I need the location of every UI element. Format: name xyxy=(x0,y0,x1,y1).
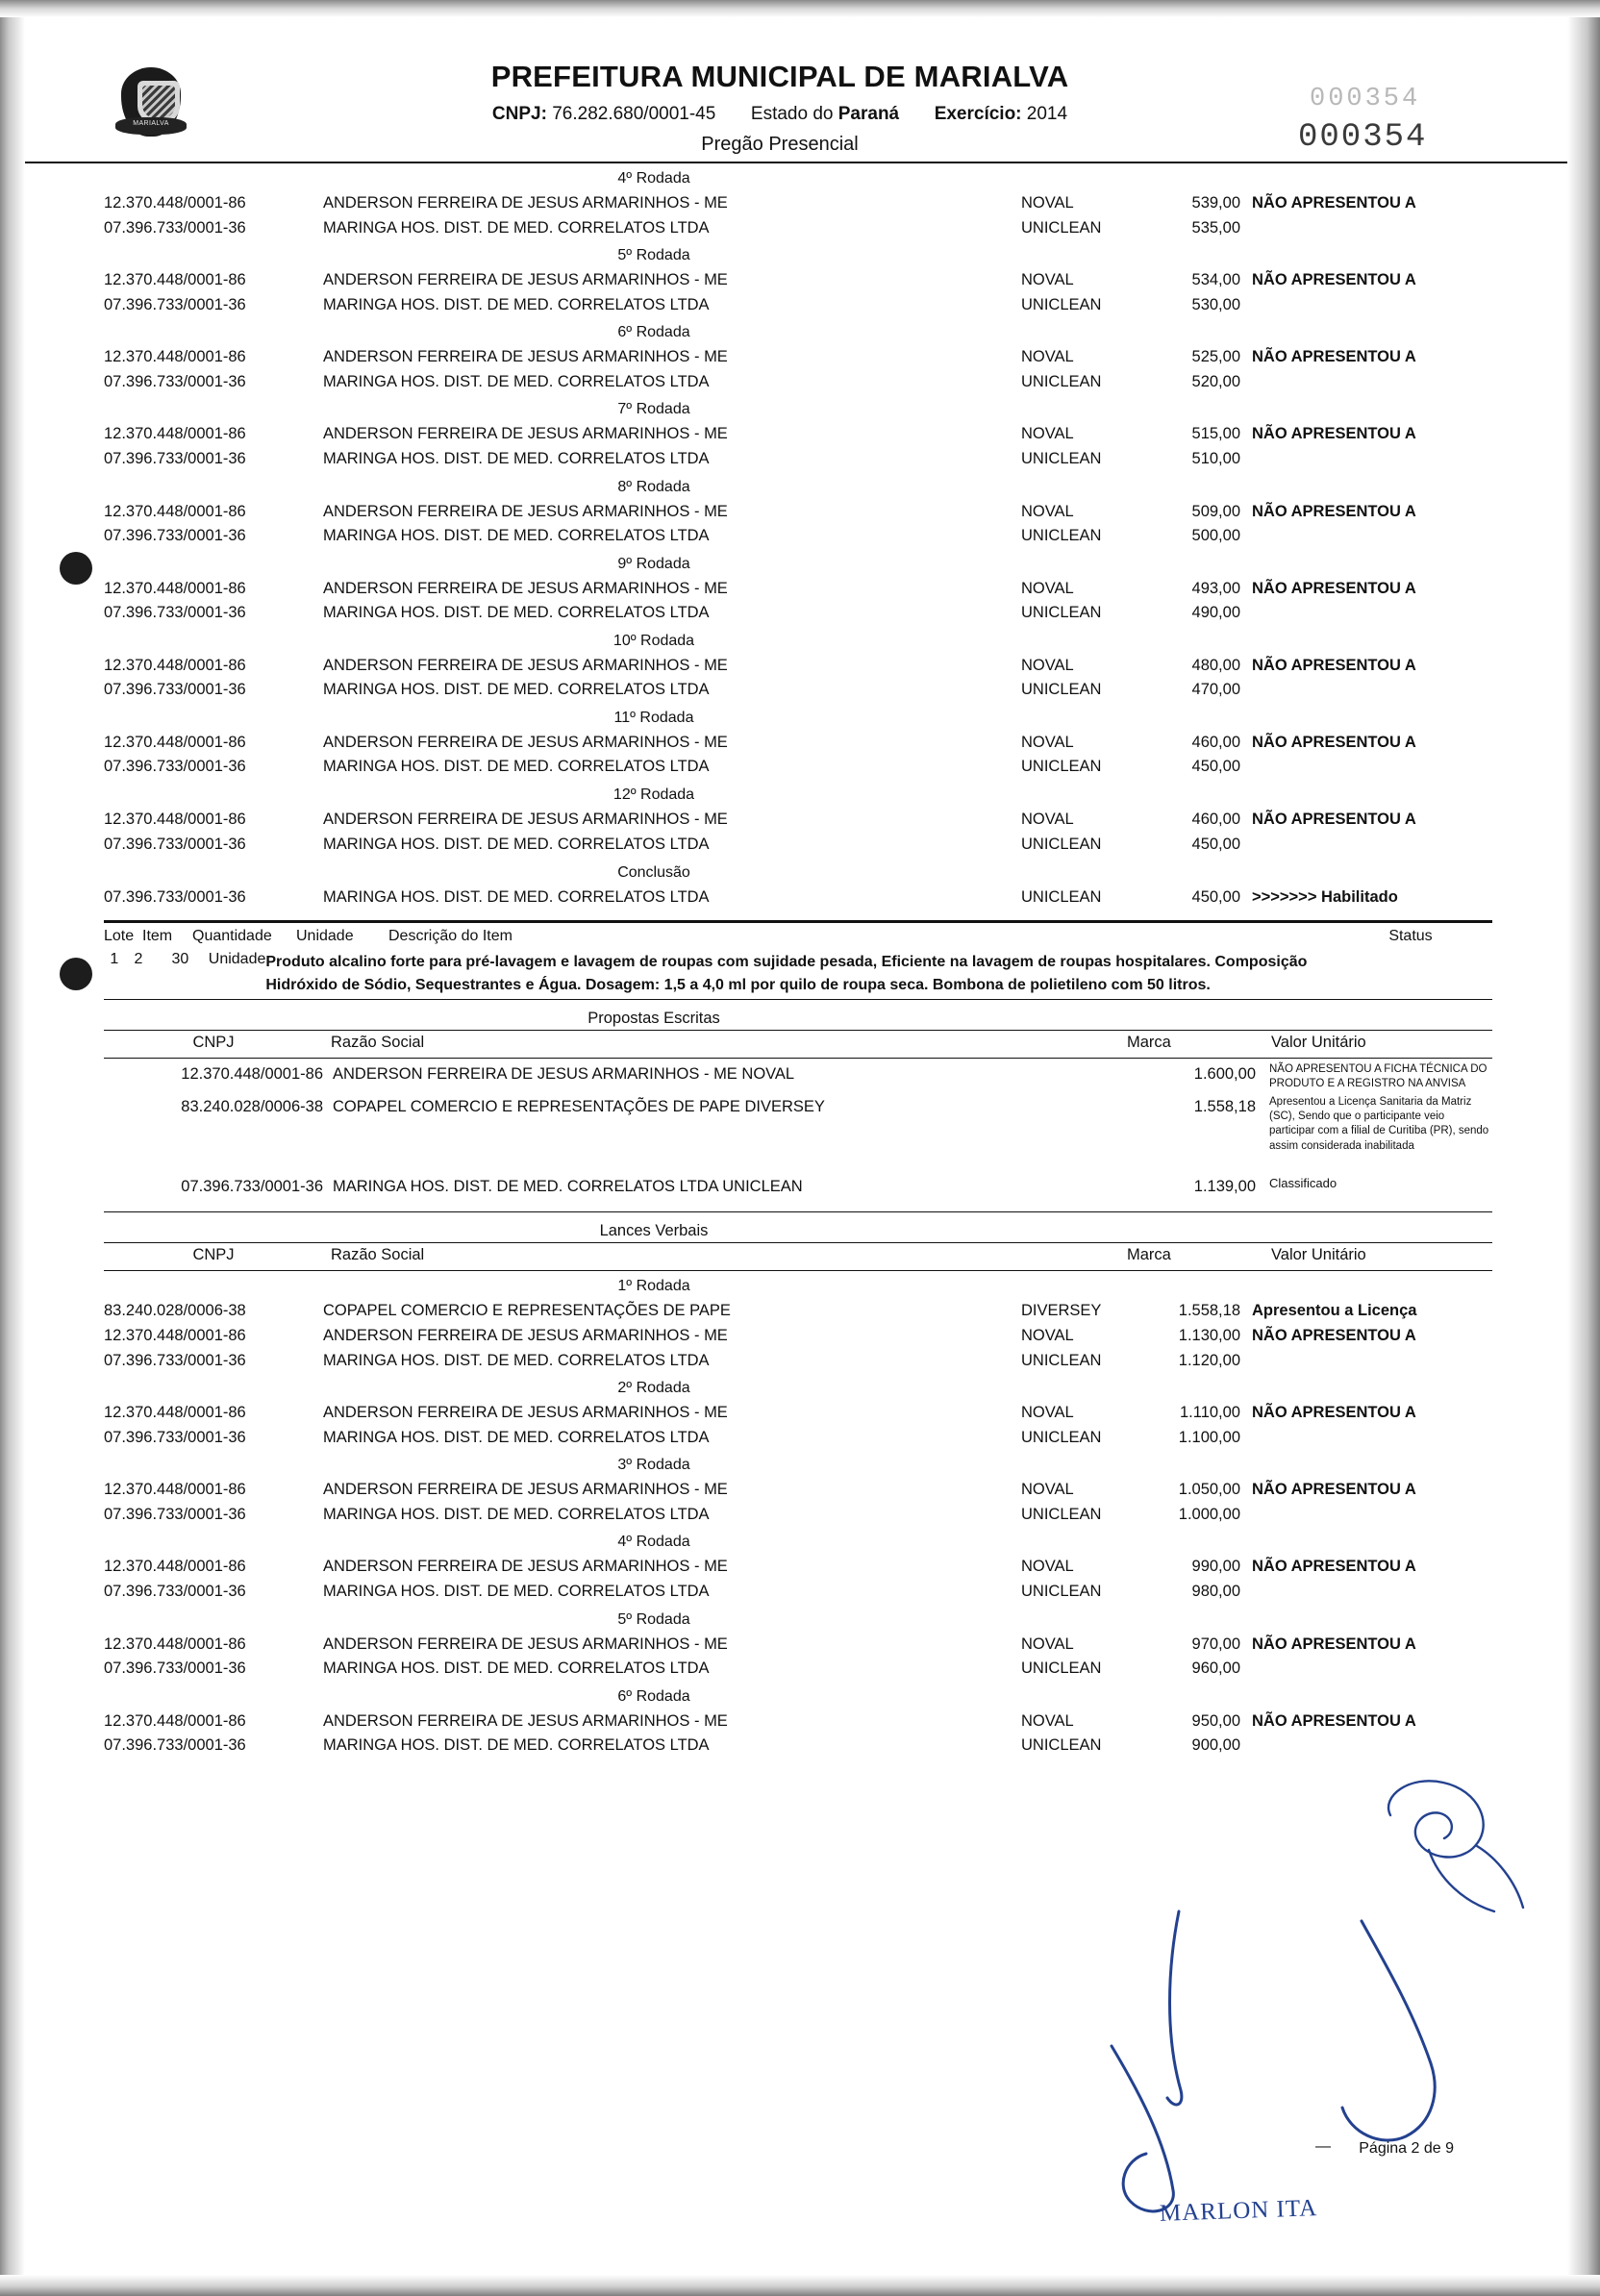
column-header-quantidade: Quantidade xyxy=(192,927,272,944)
bid-brand: UNICLEAN xyxy=(1021,681,1102,699)
bid-name: ANDERSON FERREIRA DE JESUS ARMARINHOS - ME xyxy=(323,656,728,674)
bid-row xyxy=(104,1710,1492,1734)
bid-name: ANDERSON FERREIRA DE JESUS ARMARINHOS - ME xyxy=(323,348,728,366)
bid-value: 500,00 xyxy=(1191,527,1240,545)
footer-page-number: Página 2 de 9 xyxy=(1359,2140,1454,2157)
stamp-ghost-number: 000354 xyxy=(1310,85,1421,113)
bid-status: Apresentou a Licença xyxy=(1252,1302,1417,1320)
bid-cnpj: 07.396.733/0001-36 xyxy=(104,218,246,237)
bid-cnpj: 07.396.733/0001-36 xyxy=(104,527,246,545)
column-header-descricao: Descrição do Item xyxy=(388,927,512,944)
bid-name: MARINGA HOS. DIST. DE MED. CORRELATOS LTDA xyxy=(323,604,710,622)
bid-name: ANDERSON FERREIRA DE JESUS ARMARINHOS - ME xyxy=(323,1711,728,1730)
lances-section xyxy=(25,1222,1567,1240)
bid-value: 534,00 xyxy=(1191,271,1240,289)
bid-value: 450,00 xyxy=(1191,888,1240,907)
municipal-crest-icon xyxy=(113,63,188,142)
bid-status: NÃO APRESENTOU A xyxy=(1252,1327,1416,1345)
bid-brand: NOVAL xyxy=(1021,579,1074,597)
bid-row xyxy=(104,1349,1492,1374)
bid-cnpj: 07.396.733/0001-36 xyxy=(104,1351,246,1369)
proposta-value: 1.600,00 xyxy=(1193,1064,1256,1083)
footer-dash: — xyxy=(1315,2138,1331,2155)
bid-brand: UNICLEAN xyxy=(1021,758,1102,776)
bid-name: ANDERSON FERREIRA DE JESUS ARMARINHOS - ME xyxy=(323,425,728,443)
bid-value: 535,00 xyxy=(1191,218,1240,237)
bid-row xyxy=(104,1734,1492,1759)
bid-value: 1.100,00 xyxy=(1178,1428,1240,1446)
bid-name: MARINGA HOS. DIST. DE MED. CORRELATOS LTDA xyxy=(323,295,710,313)
bid-cnpj: 07.396.733/0001-36 xyxy=(104,1582,246,1600)
bid-row xyxy=(104,1299,1492,1324)
bid-brand: UNICLEAN xyxy=(1021,449,1102,467)
bid-brand: DIVERSEY xyxy=(1021,1302,1102,1320)
conclusao-label: Conclusão xyxy=(617,864,690,882)
bid-status: NÃO APRESENTOU A xyxy=(1252,1404,1416,1422)
round-label: 7º Rodada xyxy=(617,401,690,418)
bid-name: ANDERSON FERREIRA DE JESUS ARMARINHOS - ME xyxy=(323,579,728,597)
bid-name: MARINGA HOS. DIST. DE MED. CORRELATOS LTDA xyxy=(323,218,710,237)
bid-cnpj: 12.370.448/0001-86 xyxy=(104,425,246,443)
bid-cnpj: 07.396.733/0001-36 xyxy=(104,449,246,467)
bid-value: 950,00 xyxy=(1191,1711,1240,1730)
cnpj-value: 76.282.680/0001-45 xyxy=(552,104,716,124)
stamp-number: 000354 xyxy=(1298,119,1428,156)
column-header-lote: Lote xyxy=(104,927,135,944)
bid-brand: UNICLEAN xyxy=(1021,1582,1102,1600)
proposta-note: Classificado xyxy=(1269,1175,1338,1190)
propostas-table-header xyxy=(104,1031,1492,1056)
bid-cnpj: 12.370.448/0001-86 xyxy=(104,733,246,751)
bid-value: 515,00 xyxy=(1191,425,1240,443)
bid-cnpj: 12.370.448/0001-86 xyxy=(104,1635,246,1653)
bid-row xyxy=(104,678,1492,703)
column-header-status: Status xyxy=(1388,927,1433,944)
propostas-title: Propostas Escritas xyxy=(588,1009,720,1027)
table-row xyxy=(104,949,1492,997)
proposta-row xyxy=(104,1175,1492,1199)
bid-value: 1.130,00 xyxy=(1178,1327,1240,1345)
bid-value: 525,00 xyxy=(1191,348,1240,366)
bid-value: 470,00 xyxy=(1191,681,1240,699)
conclusao-row xyxy=(104,886,1492,911)
bid-cnpj: 12.370.448/0001-86 xyxy=(104,348,246,366)
proposta-cnpj: 83.240.028/0006-38 xyxy=(181,1098,323,1116)
bid-name: MARINGA HOS. DIST. DE MED. CORRELATOS LTDA xyxy=(323,888,710,907)
punch-hole xyxy=(60,958,92,990)
bid-value: 960,00 xyxy=(1191,1660,1240,1678)
proposta-value: 1.558,18 xyxy=(1193,1098,1256,1116)
bid-brand: UNICLEAN xyxy=(1021,835,1102,853)
column-header-valor-unitario: Valor Unitário xyxy=(1271,1033,1366,1051)
bid-cnpj: 12.370.448/0001-86 xyxy=(104,194,246,212)
round-label: 12º Rodada xyxy=(612,786,695,803)
column-header-marca: Marca xyxy=(1127,1033,1171,1051)
bid-value: 980,00 xyxy=(1191,1582,1240,1600)
round-label: 10º Rodada xyxy=(612,632,695,649)
bid-value: 520,00 xyxy=(1191,372,1240,390)
bid-row xyxy=(104,268,1492,293)
bid-brand: NOVAL xyxy=(1021,733,1074,751)
proposta-row xyxy=(104,1095,1492,1154)
bid-brand: UNICLEAN xyxy=(1021,527,1102,545)
lances-table-header xyxy=(104,1243,1492,1268)
scan-edge-top xyxy=(0,0,1600,17)
bid-status: NÃO APRESENTOU A xyxy=(1252,502,1416,520)
bid-status: NÃO APRESENTOU A xyxy=(1252,1558,1416,1576)
cell-quantidade: 30 xyxy=(171,950,189,967)
bid-status: NÃO APRESENTOU A xyxy=(1252,194,1416,212)
bid-brand: NOVAL xyxy=(1021,1558,1074,1576)
bid-cnpj: 07.396.733/0001-36 xyxy=(104,888,246,907)
bid-name: ANDERSON FERREIRA DE JESUS ARMARINHOS - ME xyxy=(323,1558,728,1576)
bid-brand: UNICLEAN xyxy=(1021,295,1102,313)
round-label: 4º Rodada xyxy=(617,170,690,187)
crest-label: MARIALVA xyxy=(133,120,169,127)
bid-value: 1.558,18 xyxy=(1178,1302,1240,1320)
bid-name: MARINGA HOS. DIST. DE MED. CORRELATOS LTDA xyxy=(323,1660,710,1678)
bid-brand: UNICLEAN xyxy=(1021,372,1102,390)
propostas-section xyxy=(25,1010,1567,1028)
bid-brand: NOVAL xyxy=(1021,348,1074,366)
bid-cnpj: 12.370.448/0001-86 xyxy=(104,1327,246,1345)
round-label: 8º Rodada xyxy=(617,478,690,495)
header-divider xyxy=(25,162,1567,163)
exercicio-label: Exercício: xyxy=(934,104,1022,124)
bid-name: ANDERSON FERREIRA DE JESUS ARMARINHOS - ME xyxy=(323,271,728,289)
bid-name: MARINGA HOS. DIST. DE MED. CORRELATOS LTDA xyxy=(323,1582,710,1600)
bid-value: 530,00 xyxy=(1191,295,1240,313)
document-header xyxy=(25,17,1567,162)
propostas-divider-bottom xyxy=(104,1058,1492,1059)
bid-row xyxy=(104,370,1492,395)
bid-row xyxy=(104,833,1492,858)
column-header-razao-social: Razão Social xyxy=(331,1246,425,1264)
bid-status: NÃO APRESENTOU A xyxy=(1252,425,1416,443)
bid-row xyxy=(104,345,1492,370)
bid-value: 900,00 xyxy=(1191,1736,1240,1755)
bid-row xyxy=(104,1324,1492,1349)
bid-row xyxy=(104,293,1492,318)
cell-unidade: Unidade xyxy=(208,950,266,967)
bid-value: 509,00 xyxy=(1191,502,1240,520)
bid-name: COPAPEL COMERCIO E REPRESENTAÇÕES DE PAPE xyxy=(323,1302,731,1320)
lances-divider-top xyxy=(104,1211,1492,1212)
bid-cnpj: 12.370.448/0001-86 xyxy=(104,1558,246,1576)
proposta-note: NÃO APRESENTOU A FICHA TÉCNICA DO PRODUTO E A REGISTRO NA ANVISA xyxy=(1269,1062,1488,1089)
bid-name: MARINGA HOS. DIST. DE MED. CORRELATOS LTDA xyxy=(323,1428,710,1446)
bid-name: MARINGA HOS. DIST. DE MED. CORRELATOS LTDA xyxy=(323,835,710,853)
bid-name: MARINGA HOS. DIST. DE MED. CORRELATOS LTDA xyxy=(323,449,710,467)
round-label: 5º Rodada xyxy=(617,247,690,264)
column-header-item: Item xyxy=(142,927,173,944)
proposta-value: 1.139,00 xyxy=(1193,1177,1256,1195)
bid-name: ANDERSON FERREIRA DE JESUS ARMARINHOS - ME xyxy=(323,1404,728,1422)
bid-value: 480,00 xyxy=(1191,656,1240,674)
estado-value: Paraná xyxy=(838,104,900,124)
bid-name: MARINGA HOS. DIST. DE MED. CORRELATOS LTDA xyxy=(323,1505,710,1523)
bid-cnpj: 07.396.733/0001-36 xyxy=(104,295,246,313)
bid-brand: NOVAL xyxy=(1021,1711,1074,1730)
bid-status: NÃO APRESENTOU A xyxy=(1252,1635,1416,1653)
estado-label: Estado do xyxy=(750,104,834,124)
bid-cnpj: 12.370.448/0001-86 xyxy=(104,656,246,674)
bid-brand: UNICLEAN xyxy=(1021,1505,1102,1523)
lances-title: Lances Verbais xyxy=(599,1222,709,1240)
bid-name: ANDERSON FERREIRA DE JESUS ARMARINHOS - ME xyxy=(323,1327,728,1345)
bid-cnpj: 07.396.733/0001-36 xyxy=(104,1505,246,1523)
bid-value: 450,00 xyxy=(1191,835,1240,853)
bid-status: NÃO APRESENTOU A xyxy=(1252,656,1416,674)
bid-brand: NOVAL xyxy=(1021,1404,1074,1422)
signature-name: MARLON ITA xyxy=(1159,2195,1318,2227)
bid-cnpj: 07.396.733/0001-36 xyxy=(104,835,246,853)
signature-mark-rubric xyxy=(1371,1758,1563,1950)
bid-row xyxy=(104,1633,1492,1658)
cell-descricao: Produto alcalino forte para pré-lavagem e lavagem de roupas com sujidade pesada, Eficiente na lavagem de roupas hospitalares. Composição Hidróxido de Sódio, Sequestrantes e Água. Dosagem: 1,5 a 4,0 ml por quilo de roupa seca. Bombona de polietileno com 50 litros. xyxy=(265,953,1308,993)
bid-status: NÃO APRESENTOU A xyxy=(1252,1711,1416,1730)
cell-lote: 1 xyxy=(110,950,119,967)
punch-hole xyxy=(60,552,92,585)
proposta-name: ANDERSON FERREIRA DE JESUS ARMARINHOS - ME NOVAL xyxy=(333,1064,795,1083)
bid-brand: NOVAL xyxy=(1021,1481,1074,1499)
proposta-row xyxy=(104,1062,1492,1091)
bid-status: NÃO APRESENTOU A xyxy=(1252,579,1416,597)
scan-edge-right xyxy=(1567,0,1600,2296)
exercicio-value: 2014 xyxy=(1026,104,1068,124)
bid-name: ANDERSON FERREIRA DE JESUS ARMARINHOS - ME xyxy=(323,1481,728,1499)
bid-name: MARINGA HOS. DIST. DE MED. CORRELATOS LTDA xyxy=(323,1736,710,1755)
bid-brand: NOVAL xyxy=(1021,271,1074,289)
bid-name: ANDERSON FERREIRA DE JESUS ARMARINHOS - ME xyxy=(323,733,728,751)
lot-table-header xyxy=(104,923,1492,949)
bid-cnpj: 12.370.448/0001-86 xyxy=(104,502,246,520)
scan-edge-bottom xyxy=(0,2275,1600,2296)
column-header-unidade: Unidade xyxy=(296,927,354,944)
bid-row xyxy=(104,601,1492,626)
cell-item: 2 xyxy=(134,950,143,967)
bid-brand: NOVAL xyxy=(1021,1635,1074,1653)
bid-row xyxy=(104,1401,1492,1426)
bid-row xyxy=(104,731,1492,756)
bid-brand: NOVAL xyxy=(1021,656,1074,674)
bid-cnpj: 12.370.448/0001-86 xyxy=(104,1481,246,1499)
bid-brand: UNICLEAN xyxy=(1021,888,1102,907)
bid-cnpj: 83.240.028/0006-38 xyxy=(104,1302,246,1320)
bid-row xyxy=(104,1657,1492,1682)
bid-name: ANDERSON FERREIRA DE JESUS ARMARINHOS - ME xyxy=(323,194,728,212)
bid-value: 970,00 xyxy=(1191,1635,1240,1653)
column-header-valor-unitario: Valor Unitário xyxy=(1271,1246,1366,1264)
bid-cnpj: 12.370.448/0001-86 xyxy=(104,811,246,828)
bid-status: NÃO APRESENTOU A xyxy=(1252,811,1416,828)
modalidade-label: Pregão Presencial xyxy=(701,134,859,155)
bid-cnpj: 07.396.733/0001-36 xyxy=(104,1660,246,1678)
bid-value: 510,00 xyxy=(1191,449,1240,467)
proposta-cnpj: 12.370.448/0001-86 xyxy=(181,1064,323,1083)
bid-cnpj: 12.370.448/0001-86 xyxy=(104,579,246,597)
column-header-razao-social: Razão Social xyxy=(331,1033,425,1051)
page-title: PREFEITURA MUNICIPAL DE MARIALVA xyxy=(490,60,1069,93)
bid-name: ANDERSON FERREIRA DE JESUS ARMARINHOS - ME xyxy=(323,811,728,828)
bid-status: NÃO APRESENTOU A xyxy=(1252,733,1416,751)
cnpj-label: CNPJ: xyxy=(491,104,547,124)
bid-value: 539,00 xyxy=(1191,194,1240,212)
bid-cnpj: 07.396.733/0001-36 xyxy=(104,604,246,622)
bid-row xyxy=(104,447,1492,472)
proposta-name: MARINGA HOS. DIST. DE MED. CORRELATOS LTDA UNICLEAN xyxy=(333,1177,803,1195)
bid-brand: NOVAL xyxy=(1021,425,1074,443)
bid-value: 1.050,00 xyxy=(1178,1481,1240,1499)
bid-value: 1.110,00 xyxy=(1179,1404,1240,1422)
bid-cnpj: 07.396.733/0001-36 xyxy=(104,1736,246,1755)
round-label: 6º Rodada xyxy=(617,324,690,341)
proposta-cnpj: 07.396.733/0001-36 xyxy=(181,1177,323,1195)
column-header-marca: Marca xyxy=(1127,1246,1171,1264)
bid-row xyxy=(104,755,1492,780)
bid-brand: UNICLEAN xyxy=(1021,1351,1102,1369)
round-label: 2º Rodada xyxy=(617,1380,690,1397)
round-label: 1º Rodada xyxy=(617,1278,690,1295)
bid-status: NÃO APRESENTOU A xyxy=(1252,271,1416,289)
bid-name: ANDERSON FERREIRA DE JESUS ARMARINHOS - ME xyxy=(323,1635,728,1653)
bid-cnpj: 12.370.448/0001-86 xyxy=(104,1404,246,1422)
bid-brand: UNICLEAN xyxy=(1021,604,1102,622)
round-label: 5º Rodada xyxy=(617,1610,690,1628)
bid-cnpj: 12.370.448/0001-86 xyxy=(104,271,246,289)
bid-brand: NOVAL xyxy=(1021,502,1074,520)
bid-brand: UNICLEAN xyxy=(1021,1428,1102,1446)
header-subtitle xyxy=(256,104,1304,125)
bid-brand: NOVAL xyxy=(1021,811,1074,828)
bid-status: NÃO APRESENTOU A xyxy=(1252,1481,1416,1499)
round-label: 9º Rodada xyxy=(617,555,690,572)
bid-brand: UNICLEAN xyxy=(1021,218,1102,237)
bid-row xyxy=(104,1478,1492,1503)
bid-row xyxy=(104,524,1492,549)
column-header-cnpj: CNPJ xyxy=(192,1246,235,1264)
bid-value: 490,00 xyxy=(1191,604,1240,622)
round-label: 4º Rodada xyxy=(617,1534,690,1551)
bid-name: ANDERSON FERREIRA DE JESUS ARMARINHOS - ME xyxy=(323,502,728,520)
proposta-note: Apresentou a Licença Sanitaria da Matriz (SC), Sendo que o participante veio participar com a filial de Curitiba (PR), sendo assim considerada inabilitada xyxy=(1269,1096,1489,1152)
bid-row xyxy=(104,422,1492,447)
bid-row xyxy=(104,500,1492,525)
bid-value: 460,00 xyxy=(1191,811,1240,828)
round-label: 6º Rodada xyxy=(617,1687,690,1705)
signature-mark-stroke xyxy=(1073,1902,1477,2219)
round-label: 3º Rodada xyxy=(617,1457,690,1474)
bid-cnpj: 07.396.733/0001-36 xyxy=(104,681,246,699)
bid-row xyxy=(104,216,1492,241)
top-rounds-section xyxy=(25,170,1567,911)
bid-value: 493,00 xyxy=(1191,579,1240,597)
bid-brand: UNICLEAN xyxy=(1021,1736,1102,1755)
bid-name: MARINGA HOS. DIST. DE MED. CORRELATOS LTDA xyxy=(323,1351,710,1369)
bid-status: >>>>>>> Habilitado xyxy=(1252,888,1398,907)
bid-row xyxy=(104,808,1492,833)
lot-section xyxy=(25,923,1567,997)
bid-row xyxy=(104,654,1492,679)
bid-row xyxy=(104,577,1492,602)
bid-row xyxy=(104,1555,1492,1580)
bid-brand: UNICLEAN xyxy=(1021,1660,1102,1678)
bid-cnpj: 07.396.733/0001-36 xyxy=(104,372,246,390)
propostas-divider-top xyxy=(104,999,1492,1000)
round-label: 11º Rodada xyxy=(613,709,694,726)
document-sheet xyxy=(25,17,1567,2275)
header-title-block xyxy=(256,60,1304,156)
bid-name: MARINGA HOS. DIST. DE MED. CORRELATOS LTDA xyxy=(323,758,710,776)
bid-cnpj: 07.396.733/0001-36 xyxy=(104,1428,246,1446)
bid-value: 990,00 xyxy=(1191,1558,1240,1576)
bid-brand: NOVAL xyxy=(1021,1327,1074,1345)
lances-divider-bottom xyxy=(104,1270,1492,1271)
bid-value: 450,00 xyxy=(1191,758,1240,776)
bid-name: MARINGA HOS. DIST. DE MED. CORRELATOS LTDA xyxy=(323,372,710,390)
bid-cnpj: 07.396.733/0001-36 xyxy=(104,758,246,776)
column-header-cnpj: CNPJ xyxy=(192,1033,235,1051)
bid-name: MARINGA HOS. DIST. DE MED. CORRELATOS LTDA xyxy=(323,681,710,699)
bid-value: 1.000,00 xyxy=(1178,1505,1240,1523)
bid-cnpj: 12.370.448/0001-86 xyxy=(104,1711,246,1730)
proposta-name: COPAPEL COMERCIO E REPRESENTAÇÕES DE PAPE DIVERSEY xyxy=(333,1098,825,1116)
bid-row xyxy=(104,191,1492,216)
bid-status: NÃO APRESENTOU A xyxy=(1252,348,1416,366)
bid-value: 1.120,00 xyxy=(1178,1351,1240,1369)
bid-value: 460,00 xyxy=(1191,733,1240,751)
bid-name: MARINGA HOS. DIST. DE MED. CORRELATOS LTDA xyxy=(323,527,710,545)
bid-row xyxy=(104,1580,1492,1605)
bid-brand: NOVAL xyxy=(1021,194,1074,212)
bid-row xyxy=(104,1426,1492,1451)
bid-row xyxy=(104,1503,1492,1528)
scan-edge-left xyxy=(0,0,25,2296)
